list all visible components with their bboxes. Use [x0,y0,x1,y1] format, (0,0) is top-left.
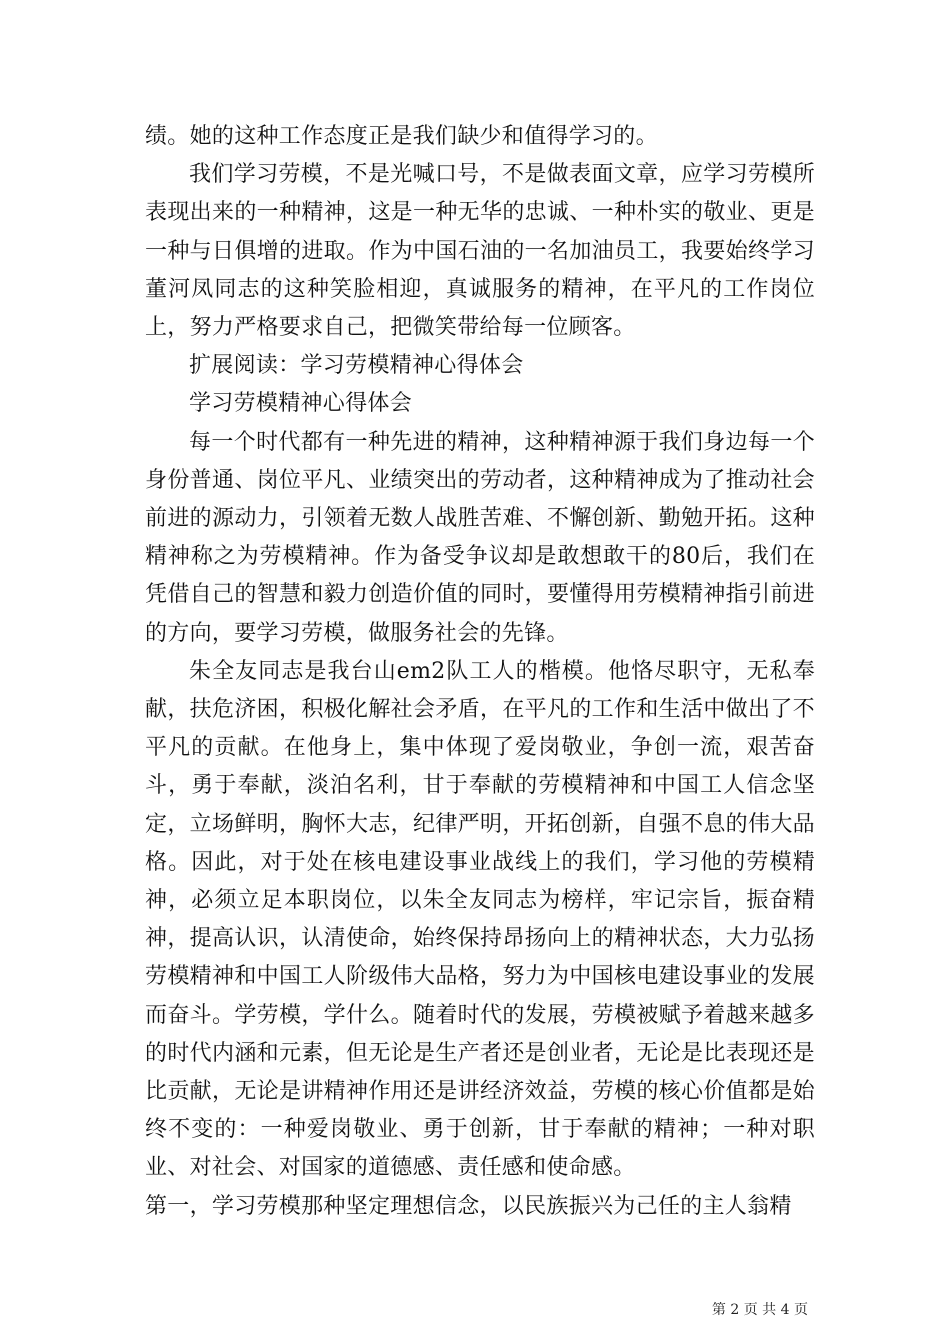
paragraph-2: 我们学习劳模，不是光喊口号，不是做表面文章，应学习劳模所表现出来的一种精神，这是一种无华的忠诚、一种朴实的敬业、更是一种与日俱增的进取。作为中国石油的一名加油员工，我要始终学习董河凤同志的这种笑脸相迎，真诚服务的精神，在平凡的工作岗位上，努力严格要求自己，把微笑带给每一位顾客。 [145,162,815,341]
paragraph-7: 第一，学习劳模那种坚定理想信念，以民族振兴为己任的主人翁精 [145,1193,792,1219]
paragraph-6: 朱全友同志是我台山em2队工人的楷模。他恪尽职守，无私奉献，扶危济困，积极化解社会矛盾，在平凡的工作和生活中做出了不平凡的贡献。在他身上，集中体现了爱岗敬业，争创一流，艰苦奋斗，勇于奉献，淡泊名利，甘于奉献的劳模精神和中国工人信念坚定，立场鲜明，胸怀大志，纪律严明，开拓创新，自强不息的伟大品格。因此，对于处在核电建设事业战线上的我们，学习他的劳模精神，必须立足本职岗位，以朱全友同志为榜样，牢记宗旨，振奋精神，提高认识，认清使命，始终保持昂扬向上的精神状态，大力弘扬劳模精神和中国工人阶级伟大品格，努力为中国核电建设事业的发展而奋斗。学劳模，学什么。随着时代的发展，劳模被赋予着越来越多的时代内涵和元素，但无论是生产者还是创业者，无论是比表现还是比贡献，无论是讲精神作用还是讲经济效益，劳模的核心价值都是始终不变的：一种爱岗敬业、勇于创新，甘于奉献的精神；一种对职业、对社会、对国家的道德感、责任感和使命感。 [145,658,815,1181]
paragraph-5: 每一个时代都有一种先进的精神，这种精神源于我们身边每一个身份普通、岗位平凡、业绩突出的劳动者，这种精神成为了推动社会前进的源动力，引领着无数人战胜苦难、不懈创新、勤勉开拓。这种精神称之为劳模精神。作为备受争议却是敢想敢干的80后，我们在凭借自己的智慧和毅力创造价值的同时，要懂得用劳模精神指引前进的方向，要学习劳模，做服务社会的先锋。 [145,429,815,646]
extended-reading-line: 扩展阅读：学习劳模精神心得体会 [189,353,524,379]
body-text [145,118,815,1226]
paragraph-1: 绩。她的这种工作态度正是我们缺少和值得学习的。 [145,124,658,149]
section-title: 学习劳模精神心得体会 [189,391,413,417]
page-number-footer: 第 2 页 共 4 页 [711,1302,808,1318]
